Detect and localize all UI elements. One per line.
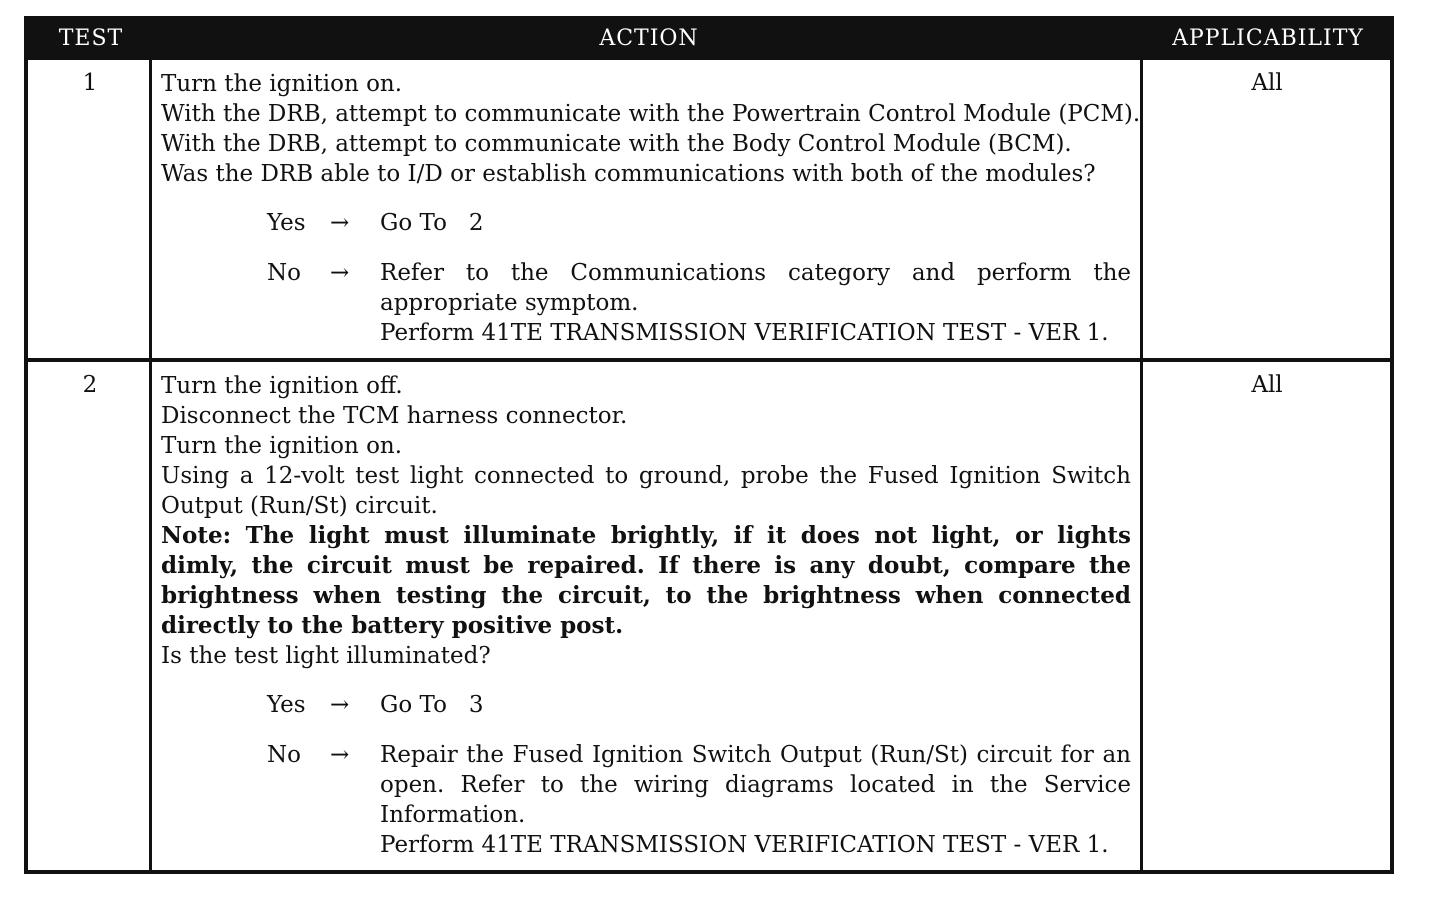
- verification-test-link[interactable]: Perform 41TE TRANSMISSION VERIFICATION TEST - VER 1.: [380, 320, 1109, 346]
- header-test: TEST: [58, 26, 124, 51]
- right-arrow-icon: →: [330, 742, 350, 768]
- goto-step-link[interactable]: 3: [468, 692, 484, 718]
- header-applicability: APPLICABILITY: [1172, 26, 1364, 51]
- no-option: [161, 740, 1131, 860]
- right-arrow-icon: →: [330, 260, 350, 286]
- yes-option: [161, 690, 1131, 720]
- applicability-value: All: [1251, 70, 1283, 96]
- no-result-text: Refer to the Communications category and perform the appropriate symptom.: [380, 260, 1131, 316]
- test-number: 1: [82, 70, 98, 96]
- diagnostic-test-table: [24, 16, 1394, 874]
- action-step: Disconnect the TCM harness connector.: [161, 403, 628, 429]
- no-option: [161, 258, 1131, 348]
- action-question: Is the test light illuminated?: [161, 643, 491, 669]
- action-step: Turn the ignition on.: [161, 433, 403, 459]
- test-number: 2: [82, 372, 98, 398]
- no-label: No: [267, 260, 301, 286]
- verification-test-link[interactable]: Perform 41TE TRANSMISSION VERIFICATION TEST - VER 1.: [380, 832, 1109, 858]
- header-action: ACTION: [599, 26, 699, 51]
- table-row-test-1: [28, 60, 1390, 362]
- action-step: Turn the ignition on.: [161, 71, 403, 97]
- right-arrow-icon: →: [330, 692, 350, 718]
- yes-option: [161, 208, 1131, 238]
- goto-step-link[interactable]: 2: [468, 210, 484, 236]
- action-cell: [161, 371, 1131, 860]
- action-step: With the DRB, attempt to communicate with the Body Control Module (BCM).: [161, 131, 1072, 157]
- table-row-test-2: [28, 362, 1390, 870]
- applicability-value: All: [1251, 372, 1283, 398]
- note-text: Note: The light must illuminate brightly, if it does not light, or lights dimly, the circuit must be repaired. If there is any doubt, compare the brightness when testing the circuit, to the brightness when connected directly to the battery positive post.: [161, 522, 1131, 639]
- no-label: No: [267, 742, 301, 768]
- table-header: [28, 20, 1390, 60]
- yes-label: Yes: [267, 692, 306, 718]
- action-step: Using a 12-volt test light connected to ground, probe the Fused Ignition Switch Output (Run/St) circuit.: [161, 463, 1131, 519]
- yes-result: [380, 208, 1131, 238]
- goto-text: Go To: [380, 210, 447, 236]
- yes-label: Yes: [267, 210, 306, 236]
- action-question: Was the DRB able to I/D or establish communications with both of the modules?: [161, 161, 1096, 187]
- action-cell: [161, 69, 1141, 348]
- no-result: [380, 258, 1131, 348]
- action-step: Turn the ignition off.: [161, 373, 403, 399]
- action-step: With the DRB, attempt to communicate with the Powertrain Control Module (PCM).: [161, 101, 1141, 127]
- no-result-text: Repair the Fused Ignition Switch Output (Run/St) circuit for an open. Refer to the wiring diagrams located in the Service Information.: [380, 742, 1131, 828]
- goto-text: Go To: [380, 692, 447, 718]
- right-arrow-icon: →: [330, 210, 350, 236]
- yes-result: [380, 690, 1131, 720]
- no-result: [380, 740, 1131, 860]
